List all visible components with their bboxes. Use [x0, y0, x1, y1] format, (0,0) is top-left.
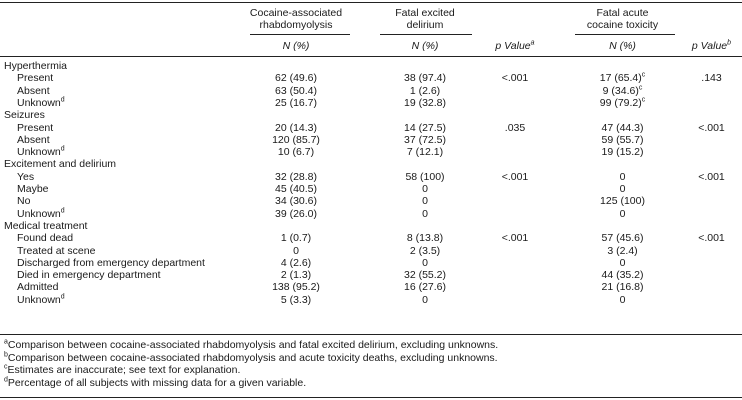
footnote-mark: c: [4, 363, 8, 371]
row-label-text: Absent: [17, 84, 50, 97]
p-value-b: <.001: [698, 170, 725, 183]
toxicity-value: [555, 183, 690, 195]
toxicity-value-text: 99 (79.2): [599, 96, 642, 109]
row-label-text: Died in emergency department: [17, 269, 161, 282]
footnote-mark: d: [60, 293, 65, 301]
row-label: [17, 245, 95, 257]
p-value-a: <.001: [501, 72, 529, 85]
p-value-a: .035: [504, 121, 526, 134]
rhabdo-value: 4 (2.6): [280, 256, 312, 269]
p-value-label: [683, 40, 740, 52]
toxicity-value-text: 125 (100): [600, 195, 645, 208]
footnote: [4, 339, 498, 351]
toxicity-value-text: 0: [619, 293, 626, 306]
footnote-text: Comparison between cocaine-associated rhabdomyolysis and acute toxicity deaths, excluding unknowns.: [7, 351, 498, 364]
toxicity-value: [555, 134, 690, 146]
row-label: [17, 146, 65, 158]
col-header-rhabdomyolysis: [240, 7, 352, 31]
header-underline-c2: [380, 34, 472, 35]
p-value-label: [485, 40, 545, 52]
group-heading: Seizures: [4, 109, 45, 122]
row-label: [17, 183, 49, 195]
n-label: N (%): [282, 40, 310, 52]
delirium-value: 38 (97.4): [403, 72, 447, 85]
footnote-mark: c: [638, 84, 643, 92]
table-bottom-rule: [0, 334, 742, 335]
rhabdo-value: 63 (50.4): [274, 84, 318, 97]
col-header-line: Fatal excited: [395, 7, 455, 19]
rhabdo-value: 2 (1.3): [280, 269, 312, 282]
delirium-value: 0: [422, 195, 428, 208]
row-label-text: Maybe: [17, 183, 49, 195]
row-label-text: Unknown: [17, 146, 61, 159]
p-value-b: .143: [701, 72, 722, 85]
row-label-text: Unknown: [17, 293, 61, 306]
toxicity-value-text: 0: [619, 183, 626, 195]
row-label: [17, 85, 50, 97]
row-label: [17, 269, 161, 281]
col-header-excited-delirium: [375, 7, 475, 31]
rhabdo-value: 39 (26.0): [274, 207, 318, 220]
row-label-text: Unknown: [17, 96, 61, 109]
toxicity-value-text: 3 (2.4): [607, 244, 638, 257]
toxicity-value-text: 21 (16.8): [601, 281, 644, 294]
toxicity-value: [555, 146, 690, 158]
rhabdo-value: 120 (85.7): [272, 133, 320, 146]
delirium-value: 32 (55.2): [403, 269, 447, 282]
p-value-text: p Value: [495, 40, 531, 52]
delirium-value: 0: [422, 207, 428, 220]
delirium-value: 16 (27.6): [403, 281, 447, 294]
p-value-text: p Value: [691, 40, 728, 52]
delirium-value: 1 (2.6): [409, 84, 441, 97]
rhabdo-value: 20 (14.3): [274, 121, 318, 134]
rhabdo-value: 1 (0.7): [280, 232, 312, 245]
n-label: N (%): [609, 40, 636, 52]
col-header-line: Fatal acute: [596, 7, 649, 19]
toxicity-value: [555, 245, 690, 257]
toxicity-value-text: 0: [619, 207, 626, 220]
row-label-text: Discharged from emergency department: [17, 256, 205, 269]
rhabdo-value: 5 (3.3): [280, 293, 312, 306]
toxicity-value: [555, 269, 690, 281]
header-underline-c4: [575, 34, 675, 35]
row-label: [17, 122, 53, 134]
rhabdo-value: 0: [293, 244, 299, 257]
row-label: [17, 281, 58, 293]
row-label: [17, 97, 65, 109]
row-label: [17, 257, 205, 269]
delirium-value: 14 (27.5): [403, 121, 447, 134]
toxicity-value-text: 19 (15.2): [601, 146, 644, 159]
toxicity-value-text: 9 (34.6): [602, 84, 639, 97]
footnote-mark: d: [60, 145, 65, 153]
toxicity-value: [555, 195, 690, 207]
row-label: [17, 232, 73, 244]
row-label-text: Present: [17, 121, 54, 134]
toxicity-value: [555, 97, 690, 109]
group-heading: Excitement and delirium: [4, 158, 117, 171]
p-value-b: <.001: [698, 121, 725, 134]
delirium-value: 0: [422, 293, 428, 306]
header-underline-c1: [250, 34, 350, 35]
col-header-line: rhabdomyolysis: [259, 19, 333, 31]
row-label: [17, 208, 65, 220]
rhabdo-value: 10 (6.7): [277, 146, 315, 159]
toxicity-value-text: 0: [619, 256, 626, 269]
col-header-line: Cocaine-associated: [249, 7, 343, 19]
row-label-text: Absent: [17, 133, 50, 146]
delirium-value: 19 (32.8): [403, 96, 447, 109]
n-label: N (%): [411, 40, 439, 52]
footnote-mark: d: [60, 96, 65, 104]
row-label: [17, 72, 53, 84]
col-header-line: cocaine toxicity: [586, 19, 659, 31]
rhabdo-value: 32 (28.8): [274, 170, 318, 183]
delirium-value: 37 (72.5): [403, 133, 447, 146]
footnote-mark: d: [4, 376, 8, 383]
footnote: [4, 364, 240, 376]
row-label-text: Unknown: [17, 207, 61, 220]
row-label: [17, 195, 30, 207]
p-value-b: <.001: [698, 232, 725, 245]
delirium-value: 2 (3.5): [409, 244, 441, 257]
row-label: [17, 171, 34, 183]
row-label-text: Present: [17, 72, 54, 85]
toxicity-value-text: 44 (35.2): [601, 269, 644, 282]
toxicity-value: [555, 171, 690, 183]
delirium-value: 58 (100): [405, 170, 445, 183]
footnote-mark: b: [727, 39, 732, 47]
row-label: [17, 294, 65, 306]
delirium-value: 0: [422, 256, 428, 269]
row-label-text: Treated at scene: [17, 244, 96, 257]
toxicity-value: [555, 122, 690, 134]
col-header-acute-toxicity: [555, 7, 690, 31]
footnote-mark: b: [4, 351, 8, 358]
toxicity-value-text: 17 (65.4): [599, 72, 642, 85]
footnote: [4, 352, 498, 364]
footnote-mark: d: [60, 207, 65, 215]
rhabdo-value: 34 (30.6): [274, 195, 318, 208]
row-label-text: Found dead: [17, 232, 74, 245]
row-label: [17, 134, 50, 146]
header-bottom-rule: [0, 56, 742, 57]
group-heading: Medical treatment: [4, 219, 88, 232]
col-header-line: delirium: [406, 19, 444, 31]
row-label-text: Yes: [17, 170, 35, 183]
toxicity-value-text: 57 (45.6): [601, 232, 644, 245]
footnote-mark: a: [4, 338, 8, 346]
footnote-mark: a: [530, 39, 535, 47]
rhabdo-value: 45 (40.5): [274, 183, 318, 195]
delirium-value: 8 (13.8): [406, 232, 444, 245]
toxicity-value: [555, 257, 690, 269]
toxicity-value: [555, 208, 690, 220]
toxicity-value: [555, 72, 690, 84]
rhabdo-value: 25 (16.7): [274, 96, 318, 109]
footnote-text: Estimates are inaccurate; see text for explanation.: [7, 364, 241, 376]
p-value-a: <.001: [501, 232, 529, 245]
row-label-text: Admitted: [17, 281, 59, 294]
delirium-value: 0: [422, 183, 428, 195]
rhabdo-value: 62 (49.6): [274, 72, 318, 85]
group-heading: Hyperthermia: [4, 60, 68, 72]
rhabdo-value: 138 (95.2): [272, 281, 320, 294]
footnote-mark: c: [641, 96, 646, 104]
row-label-text: No: [17, 195, 31, 208]
footnote: [4, 377, 306, 389]
bottom-rule: [0, 397, 742, 398]
top-rule: [0, 2, 742, 3]
toxicity-value: [555, 281, 690, 293]
toxicity-value-text: 0: [619, 170, 626, 183]
toxicity-value: [555, 85, 690, 97]
toxicity-value-text: 59 (55.7): [601, 133, 644, 146]
footnote-text: Comparison between cocaine-associated rhabdomyolysis and fatal excited delirium, excluding unknowns.: [7, 339, 499, 351]
p-value-a: <.001: [501, 170, 529, 183]
footnote-mark: c: [641, 71, 646, 79]
toxicity-value: [555, 232, 690, 244]
toxicity-value: [555, 294, 690, 306]
footnote-text: Percentage of all subjects with missing data for a given variable.: [7, 376, 307, 389]
toxicity-value-text: 47 (44.3): [601, 121, 644, 134]
delirium-value: 7 (12.1): [406, 146, 444, 159]
